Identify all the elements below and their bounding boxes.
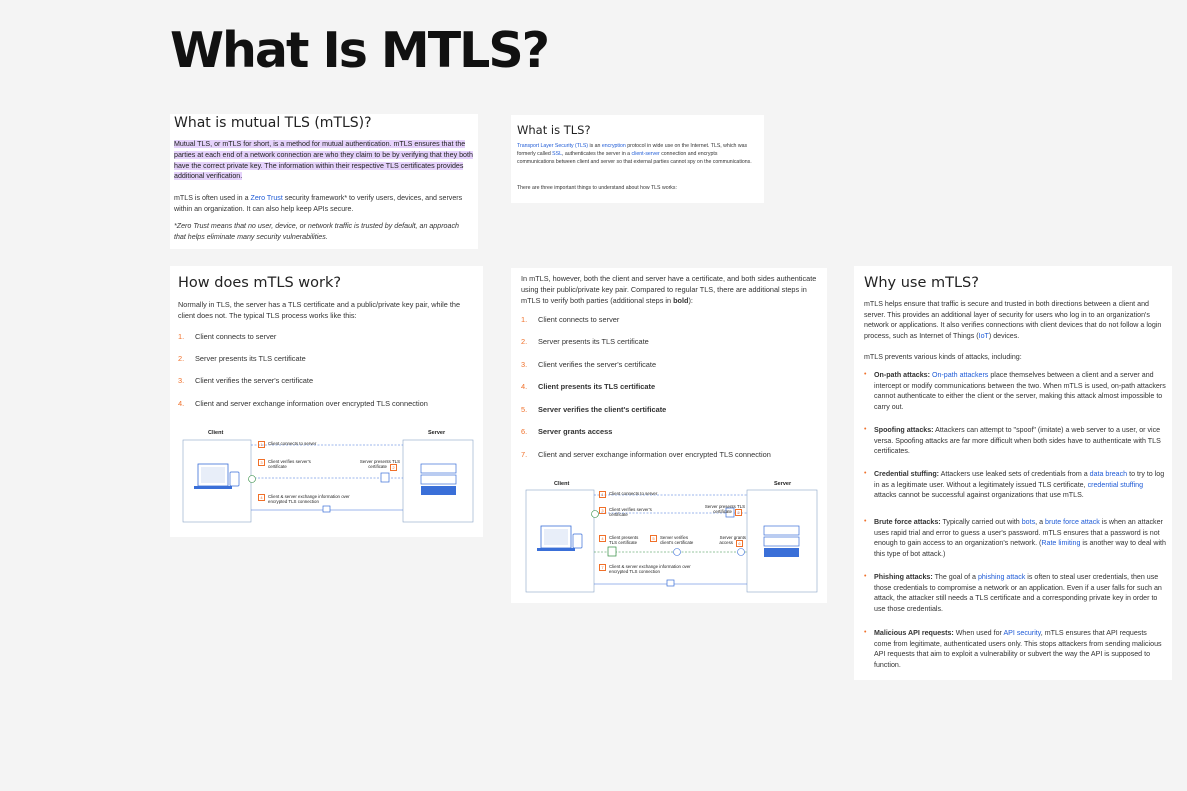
step-number: 4. bbox=[521, 382, 528, 391]
text: attacks cannot be successful against organizations that use mTLS. bbox=[874, 491, 1084, 500]
text: is an bbox=[588, 143, 602, 149]
credential-stuffing-link[interactable]: credential stuffing bbox=[1087, 480, 1144, 489]
zero-trust-note: *Zero Trust means that no user, device, or network traffic is trusted by default, an approach that helps eliminate many security vulnerabilities. bbox=[174, 222, 459, 241]
step-number: 7. bbox=[521, 450, 528, 459]
step-text: Server presents TLS certificate bbox=[704, 504, 745, 515]
diagram-step-3: Server presents TLS certificate 2 bbox=[359, 459, 400, 471]
step-text: Client verifies the server's certificate bbox=[538, 360, 657, 369]
bold-text: bold bbox=[673, 296, 689, 305]
api-security-link[interactable]: API security bbox=[1003, 629, 1041, 637]
page-title: What Is MTLS? bbox=[170, 22, 549, 79]
brute-force-link[interactable]: brute force attack bbox=[1045, 518, 1100, 526]
tls-paragraph-2: There are three important things to understand about how TLS works: bbox=[517, 185, 677, 191]
diagram-step-5: 5 Server verifies client's certificate bbox=[650, 535, 700, 546]
data-breach-link[interactable]: data breach bbox=[1089, 470, 1128, 478]
why-paragraph-2: mTLS prevents various kinds of attacks, including: bbox=[864, 353, 1022, 361]
diagram-step-4: 4 Client & server exchange information over encrypted TLS connection bbox=[258, 494, 363, 505]
tls-paragraph bbox=[517, 143, 753, 166]
step-text: Client connects to server bbox=[538, 315, 620, 324]
bullet-icon: • bbox=[864, 426, 867, 433]
step-text: Client & server exchange information over encrypted TLS connection bbox=[609, 564, 691, 575]
phishing-link[interactable]: phishing attack bbox=[977, 573, 1026, 581]
why-mtls-card bbox=[854, 266, 1172, 680]
step-number: 5. bbox=[521, 405, 528, 414]
zero-trust-link[interactable]: Zero Trust bbox=[250, 194, 283, 202]
step-number: 2. bbox=[521, 337, 528, 346]
step-number: 4. bbox=[178, 399, 185, 408]
text: When used for bbox=[953, 629, 1004, 637]
step-text: Client verifies server's certificate bbox=[609, 507, 652, 518]
ssl-link[interactable]: SSL bbox=[552, 150, 562, 157]
bullet-icon: • bbox=[864, 371, 867, 378]
diagram-step-1: 1 Client connects to server bbox=[599, 491, 657, 498]
step-text: Client and server exchange information over encrypted TLS connection bbox=[195, 399, 428, 408]
step-text: Client presents TLS certificate bbox=[609, 535, 639, 546]
mutual-tls-heading: What is mutual TLS (mTLS)? bbox=[174, 115, 372, 131]
mutual-tls-paragraph bbox=[174, 193, 472, 215]
step-text: Client presents its TLS certificate bbox=[538, 382, 656, 391]
step-text: Server grants access bbox=[538, 427, 613, 436]
server-label: Server bbox=[774, 481, 792, 487]
server-label: Server bbox=[428, 430, 446, 436]
step-text: Server grants access bbox=[719, 535, 746, 546]
diagram-step-3: 3 Client verifies server's certificate bbox=[599, 507, 659, 518]
how-mtls-card bbox=[170, 266, 483, 537]
step-text: Client connects to server bbox=[268, 441, 317, 446]
text: place themselves between a client and a server and intercept or modify communications between the two. When mTLS is used, on-path attackers cannot authenticate to either the client or the server, making this attack almost impossible to carry out. bbox=[874, 371, 1166, 412]
on-path-link[interactable]: On-path attackers bbox=[931, 371, 989, 379]
step-text: Client verifies server's certificate bbox=[268, 459, 311, 470]
step-number: 3. bbox=[521, 360, 528, 369]
step-text: Server verifies the client's certificate bbox=[538, 405, 667, 414]
text: is another way to deal with this type of bot attack.) bbox=[874, 539, 1166, 559]
highlight-text: Mutual TLS, or mTLS for short, is a method for mutual authentication. mTLS ensures that the parties at each end of a network connection are who they claim to be by verifying that they both have the correct private key. The information within their respective TLS certificates provides additional verification. bbox=[174, 140, 473, 181]
mutual-tls-card bbox=[170, 114, 478, 249]
client-server-link[interactable]: client-server bbox=[631, 150, 660, 157]
text: In mTLS, however, both the client and server have a certificate, and both sides authenticate using their public/private key pair. Compared to regular TLS, there are additional steps in mTLS to verify both parties (additional steps in bbox=[521, 274, 817, 305]
text: The goal of a bbox=[932, 573, 978, 581]
step-number: 6. bbox=[521, 427, 528, 436]
step-text: Client connects to server bbox=[195, 332, 277, 341]
attack-label: Credential stuffing: bbox=[874, 470, 940, 478]
mutual-tls-highlight bbox=[174, 139, 474, 182]
text: , mTLS ensures that API requests come from legitimate, authenticated users only. This stops attackers from sending malicious API requests that aim to exploit a vulnerability or subvert the way the API is supposed to function. bbox=[874, 629, 1162, 670]
step-text: Client and server exchange information over encrypted TLS connection bbox=[538, 450, 771, 459]
rate-limiting-link[interactable]: Rate limiting bbox=[1041, 539, 1081, 548]
why-paragraph-1 bbox=[864, 299, 1166, 342]
attack-label: Spoofing attacks: bbox=[874, 426, 934, 434]
attack-label: Phishing attacks: bbox=[874, 573, 933, 581]
diagram-step-7: 7 Client & server exchange information over encrypted TLS connection bbox=[599, 564, 704, 575]
attack-label: On-path attacks: bbox=[874, 371, 930, 379]
diagram-step-1: 1 Client connects to server bbox=[258, 441, 316, 448]
text: mTLS is often used in a bbox=[174, 194, 251, 202]
mtls-diagram bbox=[521, 478, 819, 598]
mtls-intro bbox=[521, 273, 819, 306]
step-number: 3. bbox=[178, 376, 185, 385]
step-text: Client connects to server bbox=[609, 491, 658, 496]
tls-heading: What is TLS? bbox=[517, 123, 591, 137]
step-text: Server verifies client's certificate bbox=[660, 535, 694, 546]
diagram-step-4: 4 Client presents TLS certificate bbox=[599, 535, 639, 546]
text: Attackers use leaked sets of credentials from a bbox=[939, 470, 1090, 478]
tls-link[interactable]: Transport Layer Security (TLS) bbox=[517, 143, 589, 149]
attack-label: Brute force attacks: bbox=[874, 518, 941, 526]
text: security framework* to verify users, devices, and servers within an organization. It can also help keep APIs secure. bbox=[174, 194, 463, 213]
text: is when an attacker uses rapid trial and error to guess a user's password. mTLS ensures that a password is not enough to gain access to an organization's network. ( bbox=[874, 518, 1163, 548]
text: mTLS helps ensure that traffic is secure and trusted in both directions between a client and server. This provides an additional layer of security for users who log in to an organization's network or applications. It also verifies connections with client devices that do not follow a login process, such as Internet of Things ( bbox=[864, 300, 1162, 341]
bullet-icon: • bbox=[864, 573, 867, 580]
tls-diagram-graphic bbox=[178, 426, 476, 526]
diagram-step-2: Server presents TLS certificate 2 bbox=[704, 504, 745, 516]
bots-link[interactable]: bots bbox=[1021, 518, 1036, 526]
client-label: Client bbox=[554, 481, 570, 487]
text: Typically carried out with bbox=[940, 518, 1022, 526]
text: connection and encrypts communications between client and server so that external parties cannot spy on the communications. bbox=[517, 150, 752, 165]
diagram-step-2: 3 Client verifies server's certificate bbox=[258, 459, 318, 470]
how-mtls-heading: How does mTLS work? bbox=[178, 275, 342, 291]
client-label: Client bbox=[208, 430, 224, 436]
why-mtls-heading: Why use mTLS? bbox=[864, 275, 979, 291]
iot-link[interactable]: IoT bbox=[978, 332, 989, 341]
how-mtls-intro: Normally in TLS, the server has a TLS certificate and a public/private key pair, while the client does not. The typical TLS process works like this: bbox=[178, 300, 461, 320]
bullet-icon: • bbox=[864, 518, 867, 525]
step-text: Server presents its TLS certificate bbox=[195, 354, 306, 363]
step-number: 2. bbox=[178, 354, 185, 363]
text: protocol in wide use on the Internet. TLS, which was formerly called bbox=[517, 143, 748, 157]
text: ) devices. bbox=[988, 332, 1020, 341]
text: ): bbox=[688, 296, 693, 305]
bullet-icon: • bbox=[864, 629, 867, 636]
tls-diagram bbox=[178, 426, 476, 526]
text: , authenticates the server in a bbox=[561, 150, 632, 157]
text: Attackers can attempt to "spoof" (imitate) a web server to a user, or vice versa. Spoofing attacks are far more difficult when both sides have to authenticate with TLS certificates. bbox=[874, 426, 1161, 456]
step-text: Client verifies the server's certificate bbox=[195, 376, 314, 385]
attack-label: Malicious API requests: bbox=[874, 629, 954, 637]
tls-card bbox=[511, 115, 764, 203]
bullet-icon: • bbox=[864, 470, 867, 477]
step-number: 1. bbox=[521, 315, 528, 324]
text: , a bbox=[1035, 518, 1046, 526]
diagram-step-6: Server grants access 6 bbox=[719, 535, 746, 547]
mtls-steps-card bbox=[511, 268, 827, 603]
step-text: Client & server exchange information over encrypted TLS connection bbox=[268, 494, 350, 505]
text: is often to steal user credentials, then use those credentials to compromise a network or an application. Even if a user falls for such an attack, the attacker still needs a TLS certificate and a corresponding private key in order to use those credentials. bbox=[874, 573, 1162, 614]
text: to try to log in as a legitimate user. Without a legitimately issued TLS certificate, bbox=[874, 470, 1165, 489]
step-text: Server presents TLS certificate bbox=[359, 459, 400, 470]
step-text: Server presents its TLS certificate bbox=[538, 337, 649, 346]
encryption-link[interactable]: encryption bbox=[601, 143, 626, 149]
step-number: 1. bbox=[178, 332, 185, 341]
